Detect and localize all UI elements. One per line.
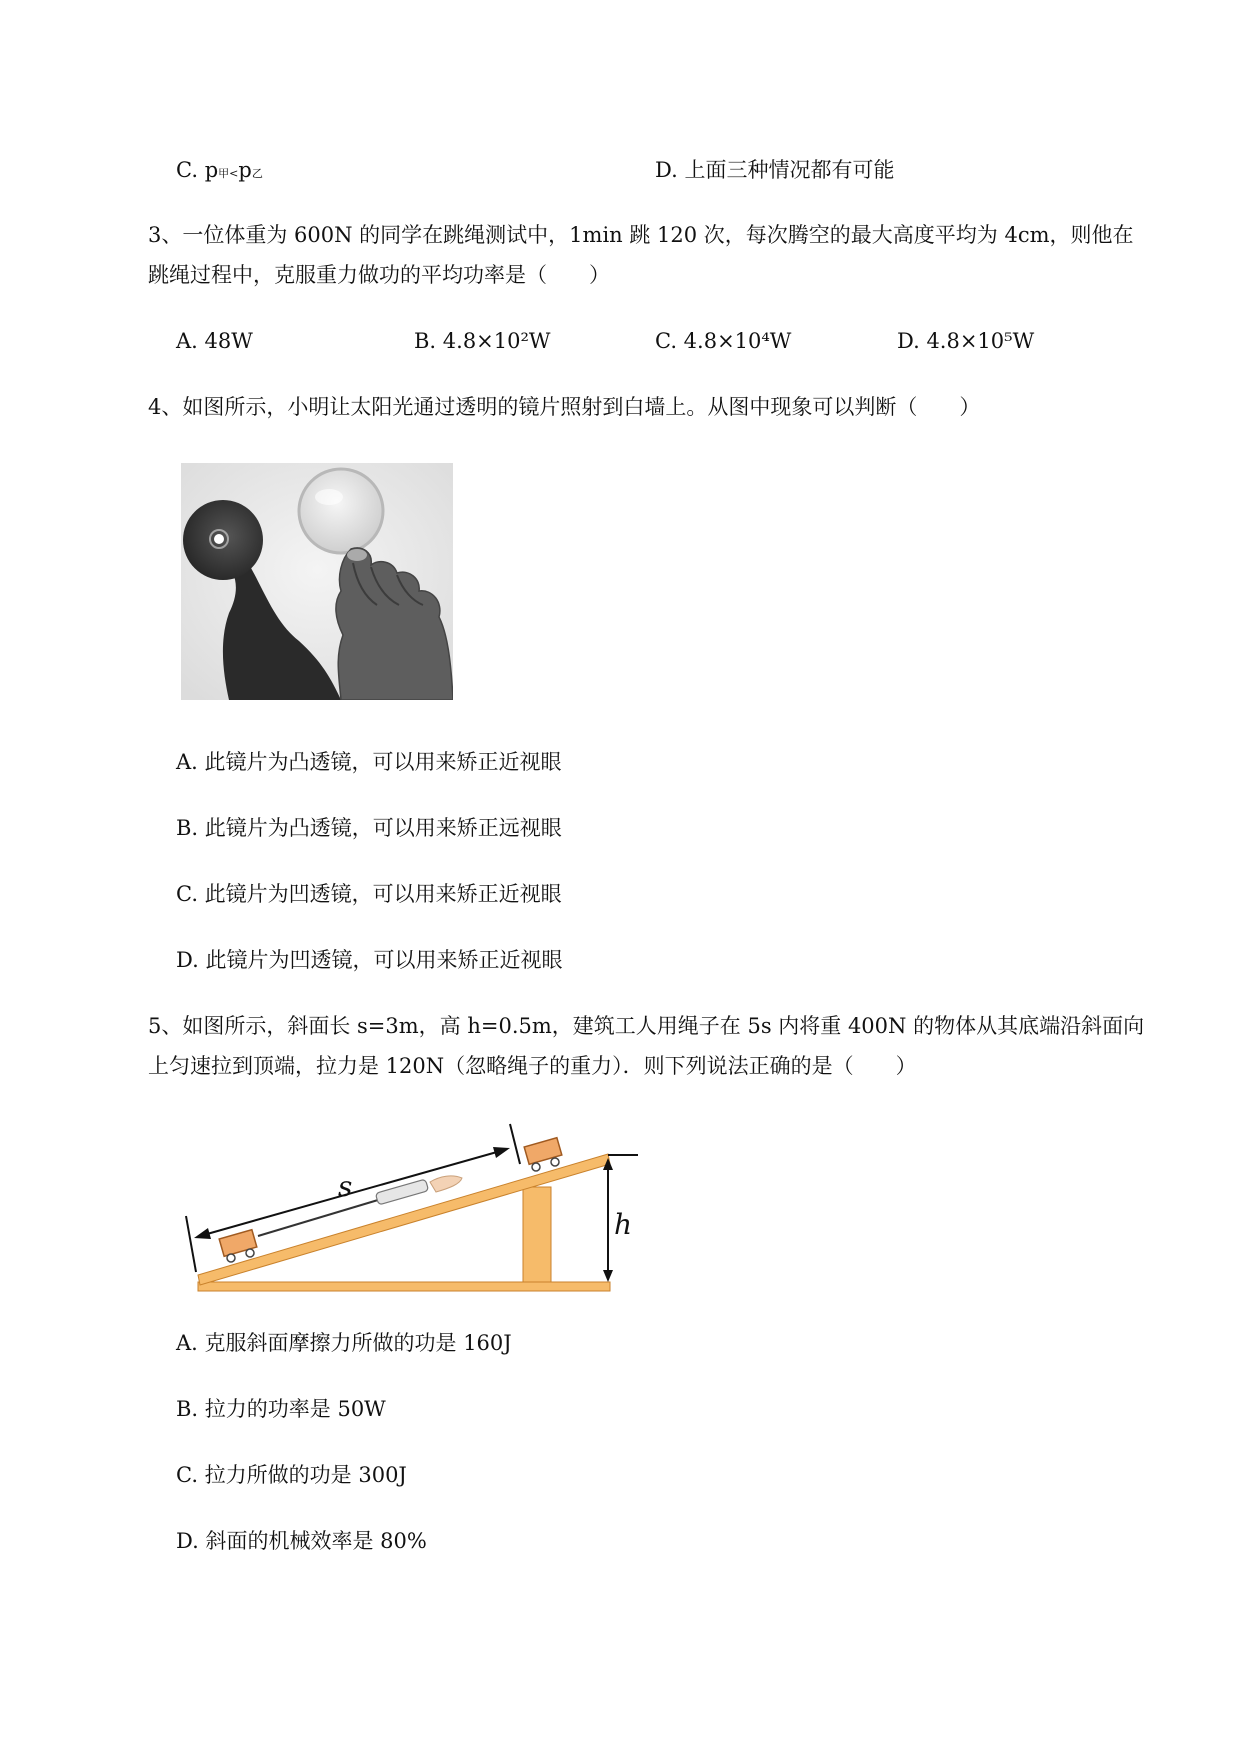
q3-option-a: A. 48W bbox=[176, 329, 253, 353]
cart-top bbox=[524, 1138, 562, 1171]
q3-stem-line1: 3、一位体重为 600N 的同学在跳绳测试中，1min 跳 120 次，每次腾空的最大高度平均为 4cm，则他在 bbox=[148, 223, 1134, 247]
q2-option-d: D. 上面三种情况都有可能 bbox=[655, 158, 895, 182]
q3-stem-line2: 跳绳过程中，克服重力做功的平均功率是（ ） bbox=[148, 263, 610, 287]
cart-bottom bbox=[219, 1230, 257, 1262]
q2-option-c-sub1: 甲 bbox=[218, 167, 230, 180]
q3-option-c: C. 4.8×10⁴W bbox=[655, 329, 792, 353]
q4-stem: 4、如图所示，小明让太阳光通过透明的镜片照射到白墙上。从图中现象可以判断（ ） bbox=[148, 395, 981, 419]
q5-option-d: D. 斜面的机械效率是 80% bbox=[176, 1529, 427, 1553]
q2-option-c-sub2: 乙 bbox=[251, 167, 263, 180]
q2-option-c-p2: p bbox=[238, 158, 252, 182]
focused-light-spot bbox=[214, 534, 224, 544]
lens-highlight bbox=[315, 489, 343, 505]
lens-photo bbox=[181, 463, 453, 700]
q5-option-b: B. 拉力的功率是 50W bbox=[176, 1397, 386, 1421]
length-tick-left bbox=[186, 1216, 196, 1272]
q5-stem-line1: 5、如图所示，斜面长 s=3m，高 h=0.5m，建筑工人用绳子在 5s 内将重 400N 的物体从其底端沿斜面向 bbox=[148, 1014, 1145, 1038]
incline-diagram bbox=[178, 1112, 638, 1302]
lens bbox=[299, 469, 383, 553]
height-arrow-down bbox=[603, 1270, 613, 1282]
q4-option-c: C. 此镜片为凹透镜，可以用来矫正近视眼 bbox=[176, 882, 562, 906]
q2-option-c-p1: p bbox=[204, 158, 219, 182]
length-arrow-right bbox=[493, 1147, 510, 1158]
q2-option-c-op: < bbox=[229, 167, 239, 180]
length-tick-right bbox=[510, 1124, 520, 1164]
thumb-highlight bbox=[347, 549, 367, 561]
support-post bbox=[523, 1187, 551, 1282]
q4-option-a: A. 此镜片为凸透镜，可以用来矫正近视眼 bbox=[176, 750, 562, 774]
q5-stem-line2: 上匀速拉到顶端，拉力是 120N（忽略绳子的重力）．则下列说法正确的是（ ） bbox=[148, 1054, 917, 1078]
q5-option-c: C. 拉力所做的功是 300J bbox=[176, 1463, 407, 1487]
q3-option-d: D. 4.8×10⁵W bbox=[897, 329, 1035, 353]
q4-option-d: D. 此镜片为凹透镜，可以用来矫正近视眼 bbox=[176, 948, 563, 972]
q4-option-b: B. 此镜片为凸透镜，可以用来矫正远视眼 bbox=[176, 816, 562, 840]
q2-option-c bbox=[176, 155, 263, 189]
q5-option-a: A. 克服斜面摩擦力所做的功是 160J bbox=[176, 1331, 512, 1355]
ground-plank bbox=[198, 1282, 610, 1291]
length-arrow-left bbox=[194, 1228, 211, 1239]
q3-option-b: B. 4.8×10²W bbox=[414, 329, 551, 353]
length-label: s bbox=[338, 1170, 353, 1203]
q2-option-c-label: C. bbox=[176, 158, 198, 182]
height-label: h bbox=[614, 1208, 633, 1241]
